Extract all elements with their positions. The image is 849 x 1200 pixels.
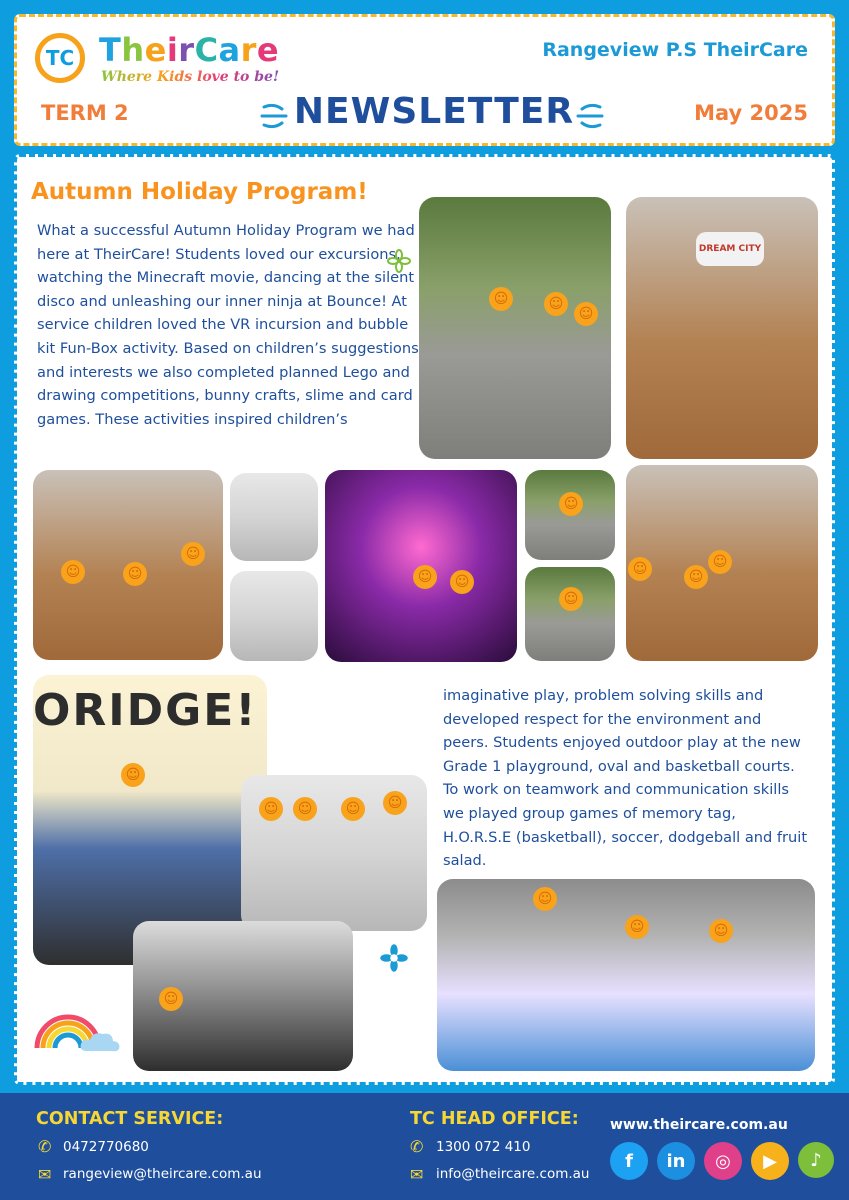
article-title: Autumn Holiday Program! [31,179,368,205]
contact-service-heading: CONTACT SERVICE: [36,1109,224,1129]
green-flower-icon [387,249,411,273]
contact-email[interactable]: rangeview@theircare.com.au [63,1166,262,1182]
magnatiles-photo [437,879,815,1071]
face-sticker-icon: ☺ [625,915,649,939]
tiktok-icon[interactable]: ♪ [798,1142,834,1178]
lego-team-photo [241,775,427,931]
basketball-court-photo [626,465,818,661]
head-office-email[interactable]: info@theircare.com.au [436,1166,590,1182]
outdoor-play-photo [525,470,615,560]
article-paragraph-1: What a successful Autumn Holiday Program we had here at TheirCare! Students loved our excursions, watching the Minecraft movie, dancing at the silent disco and unleashing our inner ninja at Bounce! At service children loved the VR incursion and bubble kit Fun-Box activity. Based on children’s suggestions and interests we also completed planned Lego and drawing competitions, bunny crafts, slime and card games. These activities inspired children’s [37,222,419,428]
face-sticker-icon: ☺ [293,797,317,821]
face-sticker-icon: ☺ [341,797,365,821]
face-sticker-icon: ☺ [259,797,283,821]
bunny-craft-photo [230,571,318,661]
face-sticker-icon: ☺ [450,570,474,594]
logo-mark: TC [45,46,75,70]
phone-icon: ✆ [410,1137,424,1156]
linkedin-icon[interactable]: in [657,1142,695,1180]
youtube-icon[interactable]: ▶ [751,1142,789,1180]
newsletter-footer [0,1093,849,1200]
issue-date: May 2025 [694,101,808,125]
contact-phone[interactable]: 0472770680 [63,1139,149,1155]
head-office-heading: TC HEAD OFFICE: [410,1109,579,1129]
phone-icon: ✆ [38,1137,52,1156]
face-sticker-icon: ☺ [628,557,652,581]
card-games-photo [133,921,353,1071]
right-sparkle-icon [570,99,604,133]
oval-play-photo [525,567,615,661]
bounce-ninja-photo [325,470,517,662]
cloud-icon [79,1029,121,1053]
face-sticker-icon: ☺ [181,542,205,566]
email-icon: ✉ [38,1165,52,1184]
craft-activity-photo [230,473,318,561]
newsletter-title: NEWSLETTER [293,91,575,132]
service-name: Rangeview P.S TheirCare [542,39,808,61]
vr-headset: DREAM CITY [696,232,764,266]
brand-name: TheirCare [99,31,280,69]
theircare-logo-icon [35,33,85,83]
article-paragraph-2: imaginative play, problem solving skills and developed respect for the environment and peers. Students enjoyed outdoor play at the new Grade 1 playground, oval and basketball courts. To work on teamwork and communication skills we played group games of memory tag, H.O.R.S.E (basketball), soccer, dodgeball and fruit salad. [443,687,808,870]
silent-disco-photo [33,470,223,660]
blue-flower-icon [379,943,409,973]
term-label: TERM 2 [41,101,129,125]
head-office-phone[interactable]: 1300 072 410 [436,1139,531,1155]
website-link[interactable]: www.theircare.com.au [610,1117,788,1133]
outdoor-activity-photo [419,197,611,459]
bridge-banner: ORIDGE! [33,685,258,736]
face-sticker-icon: ☺ [709,919,733,943]
instagram-icon[interactable]: ◎ [704,1142,742,1180]
face-sticker-icon: ☺ [121,763,145,787]
newsletter-body [14,154,835,1085]
face-sticker-icon: ☺ [559,492,583,516]
face-sticker-icon: ☺ [574,302,598,326]
newsletter-header [14,14,835,146]
face-sticker-icon: ☺ [559,587,583,611]
face-sticker-icon: ☺ [489,287,513,311]
face-sticker-icon: ☺ [533,887,557,911]
face-sticker-icon: ☺ [383,791,407,815]
email-icon: ✉ [410,1165,424,1184]
face-sticker-icon: ☺ [708,550,732,574]
vr-incursion-photo [626,197,818,459]
face-sticker-icon: ☺ [159,987,183,1011]
face-sticker-icon: ☺ [123,562,147,586]
face-sticker-icon: ☺ [61,560,85,584]
face-sticker-icon: ☺ [413,565,437,589]
facebook-icon[interactable]: f [610,1142,648,1180]
face-sticker-icon: ☺ [684,565,708,589]
brand-tagline: Where Kids love to be! [101,69,280,85]
face-sticker-icon: ☺ [544,292,568,316]
